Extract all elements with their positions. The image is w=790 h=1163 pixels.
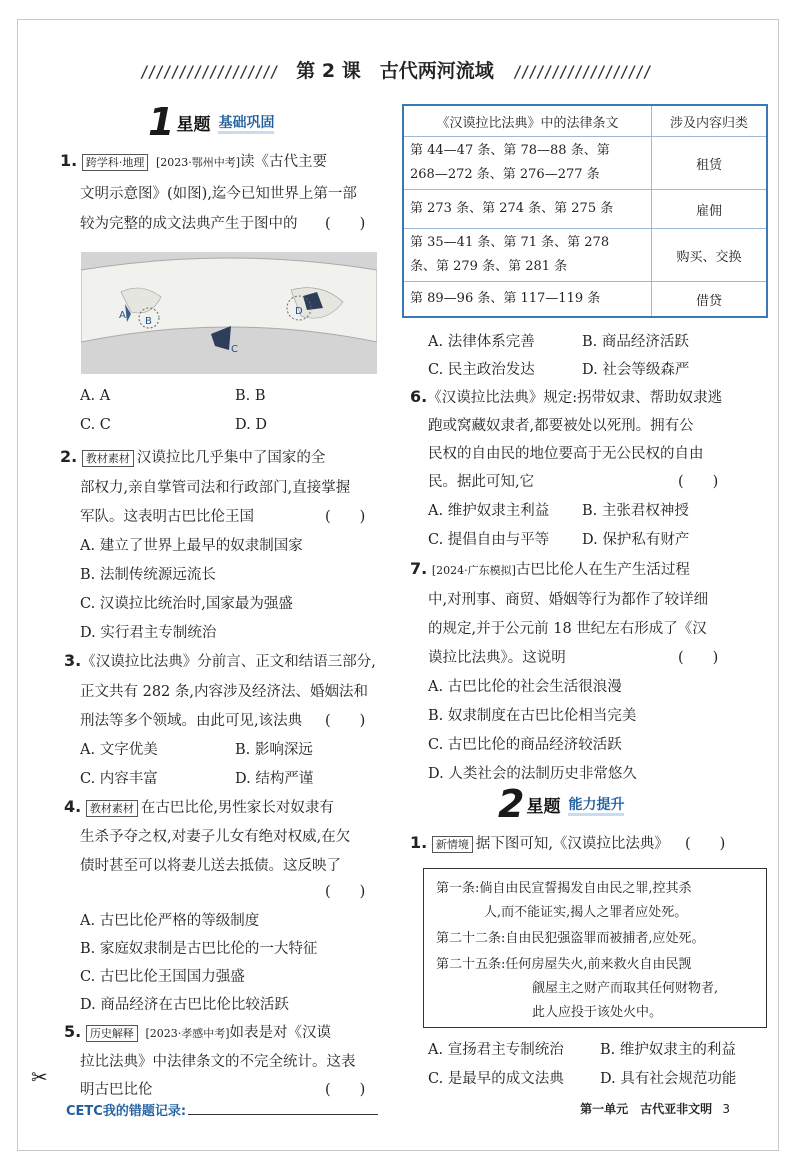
- q1-option-d[interactable]: D. D: [235, 417, 267, 433]
- q3-option-a[interactable]: A. 文字优美: [80, 742, 158, 758]
- s2q1-option-c[interactable]: C. 是最早的成文法典: [428, 1071, 564, 1087]
- q4-option-c[interactable]: C. 古巴比伦王国国力强盛: [80, 969, 245, 985]
- star-label: 星题: [526, 796, 561, 817]
- q7-option-c[interactable]: C. 古巴比伦的商品经济较活跃: [428, 737, 622, 753]
- q4-option-a[interactable]: A. 古巴比伦严格的等级制度: [80, 913, 260, 929]
- question-number: 4.: [64, 797, 82, 816]
- section-subtitle: 能力提升: [568, 797, 624, 816]
- scissors-icon: ✂: [31, 1065, 48, 1089]
- question-tag: 新情境: [432, 836, 473, 853]
- question-4-line-1: [64, 796, 334, 817]
- q6-option-c[interactable]: C. 提倡自由与平等: [428, 532, 550, 548]
- excerpt-line: 人,而不能证实,揭人之罪者应处死。: [484, 905, 688, 920]
- q3-option-d[interactable]: D. 结构严谨: [235, 771, 314, 787]
- table-cell: 第 35—41 条、第 71 条、第 278 条、第 279 条、第 281 条: [403, 229, 652, 282]
- excerpt-line: 觎屋主之财产而取其任何财物者,: [532, 981, 719, 996]
- section-heading-advanced: [498, 782, 624, 826]
- question-source: [2024·广东模拟]: [431, 564, 516, 577]
- table-cell: 第 273 条、第 274 条、第 275 条: [403, 190, 652, 229]
- q6-option-d[interactable]: D. 保护私有财产: [582, 532, 690, 548]
- q2-option-c[interactable]: C. 汉谟拉比统治时,国家最为强盛: [80, 596, 293, 612]
- header-decor-left: //////////////////: [139, 62, 278, 81]
- question-number: 6.: [410, 387, 428, 406]
- question-text: 据下图可知,《汉谟拉比法典》: [475, 836, 669, 852]
- q2-option-a[interactable]: A. 建立了世界上最早的奴隶制国家: [80, 538, 303, 554]
- question-5-line-2: 拉比法典》中法律条文的不完全统计。这表: [80, 1054, 356, 1070]
- question-text: 如表是对《汉谟: [229, 1025, 332, 1041]
- section-heading-basic: [148, 100, 274, 144]
- q5-option-d[interactable]: D. 社会等级森严: [582, 362, 690, 378]
- question-text: 古巴比伦人在生产生活过程: [515, 562, 690, 578]
- question-text: 《汉谟拉比法典》规定:拐带奴隶、帮助奴隶逃: [427, 390, 723, 406]
- table-row: [403, 229, 767, 282]
- table-header-cell: 涉及内容归类: [652, 105, 768, 137]
- answer-blank[interactable]: ( ): [325, 884, 366, 900]
- question-tag: 跨学科·地理: [82, 154, 149, 171]
- ancient-civilization-map: [81, 252, 377, 374]
- question-text: 《汉谟拉比法典》分前言、正文和结语三部分,: [81, 654, 376, 670]
- q7-option-b[interactable]: B. 奴隶制度在古巴比伦相当完美: [428, 708, 637, 724]
- question-number: 5.: [64, 1022, 82, 1041]
- map-graphic: [81, 252, 377, 374]
- map-label-c: C: [231, 344, 238, 355]
- question-7-line-4: 谟拉比法典》。这说明: [428, 650, 566, 666]
- map-label-b: B: [145, 316, 152, 327]
- table-row: [403, 282, 767, 318]
- star-number: 2: [498, 782, 525, 826]
- question-number: 1.: [60, 151, 78, 170]
- q2-option-d[interactable]: D. 实行君主专制统治: [80, 625, 217, 641]
- s2-question-1-line-1: [410, 832, 669, 853]
- page-footer: [580, 1100, 730, 1117]
- question-1-line-2: 文明示意图》(如图),迄今已知世界上第一部: [80, 186, 357, 202]
- table-cell: 第 89—96 条、第 117—119 条: [403, 282, 652, 318]
- table-header-row: [403, 105, 767, 137]
- question-6-line-2: 跑或窝藏奴隶者,都要被处以死刑。拥有公: [428, 418, 694, 434]
- record-line[interactable]: [188, 1114, 378, 1115]
- answer-blank[interactable]: ( ): [678, 474, 719, 490]
- table-cell: 雇佣: [652, 190, 768, 229]
- q5-option-b[interactable]: B. 商品经济活跃: [582, 334, 689, 350]
- question-2-line-3: 军队。这表明古巴比伦王国: [80, 509, 254, 525]
- q5-option-a[interactable]: A. 法律体系完善: [428, 334, 535, 350]
- question-6-line-1: [410, 386, 722, 407]
- law-statistics-table: [402, 104, 768, 318]
- q1-option-a[interactable]: A. A: [80, 388, 111, 404]
- star-number: 1: [148, 100, 175, 144]
- question-source: [2023·孝感中考]: [145, 1027, 230, 1040]
- page-number: 3: [722, 1102, 730, 1116]
- q7-option-d[interactable]: D. 人类社会的法制历史非常悠久: [428, 766, 637, 782]
- table-cell: 购买、交换: [652, 229, 768, 282]
- question-source: [2023·鄂州中考]: [155, 156, 241, 169]
- question-4-line-2: 生杀予夺之权,对妻子儿女有绝对权威,在欠: [80, 829, 351, 845]
- header-decor-right: //////////////////: [512, 62, 651, 81]
- s2q1-option-b[interactable]: B. 维护奴隶主的利益: [600, 1042, 736, 1058]
- q1-option-c[interactable]: C. C: [80, 417, 111, 433]
- question-3-line-3: 刑法等多个领域。由此可见,该法典: [80, 713, 303, 729]
- table-cell: 第 44—47 条、第 78—88 条、第 268—272 条、第 276—277 条: [403, 137, 652, 190]
- q3-option-b[interactable]: B. 影响深远: [235, 742, 313, 758]
- error-record-label: CETC我的错题记录:: [66, 1100, 378, 1119]
- answer-blank[interactable]: ( ): [325, 713, 366, 729]
- law-excerpt-box: [423, 868, 767, 1028]
- question-number: 3.: [64, 651, 82, 670]
- q6-option-a[interactable]: A. 维护奴隶主利益: [428, 503, 550, 519]
- table-cell: 借贷: [652, 282, 768, 318]
- question-text: 读《古代主要: [240, 154, 328, 170]
- star-label: 星题: [176, 114, 211, 135]
- table-row: [403, 190, 767, 229]
- question-7-line-2: 中,对刑事、商贸、婚姻等行为都作了较详细: [428, 592, 709, 608]
- table-header-cell: 《汉谟拉比法典》中的法律条文: [403, 105, 652, 137]
- question-tag: 教材素材: [82, 450, 134, 467]
- question-tag: 教材素材: [86, 800, 138, 817]
- question-tag: 历史解释: [86, 1025, 138, 1042]
- excerpt-line: 第二十五条:任何房屋失火,前来救火自由民觊: [436, 957, 692, 972]
- question-1-line-1: [60, 150, 327, 171]
- answer-blank[interactable]: ( ): [325, 509, 366, 525]
- q1-option-b[interactable]: B. B: [235, 388, 266, 404]
- answer-blank[interactable]: ( ): [325, 1082, 366, 1098]
- question-number: 7.: [410, 559, 428, 578]
- q6-option-b[interactable]: B. 主张君权神授: [582, 503, 689, 519]
- answer-blank[interactable]: ( ): [325, 216, 366, 232]
- answer-blank[interactable]: ( ): [678, 650, 719, 666]
- question-7-line-3: 的规定,并于公元前 18 世纪左右形成了《汉: [428, 621, 707, 637]
- question-3-line-2: 正文共有 282 条,内容涉及经济法、婚姻法和: [80, 684, 369, 700]
- excerpt-line: 第一条:倘自由民宣誓揭发自由民之罪,控其杀: [436, 881, 692, 896]
- question-text: 汉谟拉比几乎集中了国家的全: [136, 450, 326, 466]
- s2q1-option-a[interactable]: A. 宣扬君主专制统治: [428, 1042, 564, 1058]
- question-2-line-2: 部权力,亲自掌管司法和行政部门,直接掌握: [80, 480, 351, 496]
- unit-name: 第一单元 古代亚非文明: [580, 1102, 713, 1116]
- section-subtitle: 基础巩固: [218, 115, 274, 134]
- q3-option-c[interactable]: C. 内容丰富: [80, 771, 158, 787]
- s2q1-option-d[interactable]: D. 具有社会规范功能: [600, 1071, 737, 1087]
- question-number: 2.: [60, 447, 78, 466]
- question-2-line-1: [60, 446, 325, 467]
- q2-option-b[interactable]: B. 法制传统源远流长: [80, 567, 216, 583]
- lesson-title: 第 2 课 古代两河流域: [296, 60, 494, 82]
- question-5-line-3: 明古巴比伦: [80, 1082, 153, 1098]
- question-5-line-1: [64, 1021, 331, 1042]
- question-3-line-1: [64, 650, 376, 671]
- lesson-header: [0, 56, 790, 83]
- map-label-a: A: [119, 310, 126, 321]
- question-6-line-4: 民。据此可知,它: [428, 474, 535, 490]
- q4-option-d[interactable]: D. 商品经济在古巴比伦比较活跃: [80, 997, 289, 1013]
- question-6-line-3: 民权的自由民的地位要高于无公民权的自由: [428, 446, 704, 462]
- map-label-d: D: [295, 306, 303, 317]
- answer-blank[interactable]: ( ): [685, 836, 726, 852]
- q7-option-a[interactable]: A. 古巴比伦的社会生活很浪漫: [428, 679, 622, 695]
- q4-option-b[interactable]: B. 家庭奴隶制是古巴比伦的一大特征: [80, 941, 318, 957]
- excerpt-line: 第二十二条:自由民犯强盗罪而被捕者,应处死。: [436, 931, 705, 946]
- question-text: 在古巴比伦,男性家长对奴隶有: [140, 800, 334, 816]
- table-row: [403, 137, 767, 190]
- question-1-line-3: 较为完整的成文法典产生于图中的: [80, 216, 298, 232]
- question-7-line-1: [410, 558, 690, 579]
- question-number: 1.: [410, 833, 428, 852]
- table-cell: 租赁: [652, 137, 768, 190]
- excerpt-line: 此人应投于该处火中。: [532, 1005, 663, 1020]
- question-4-line-3: 债时甚至可以将妻儿送去抵债。这反映了: [80, 858, 341, 874]
- q5-option-c[interactable]: C. 民主政治发达: [428, 362, 535, 378]
